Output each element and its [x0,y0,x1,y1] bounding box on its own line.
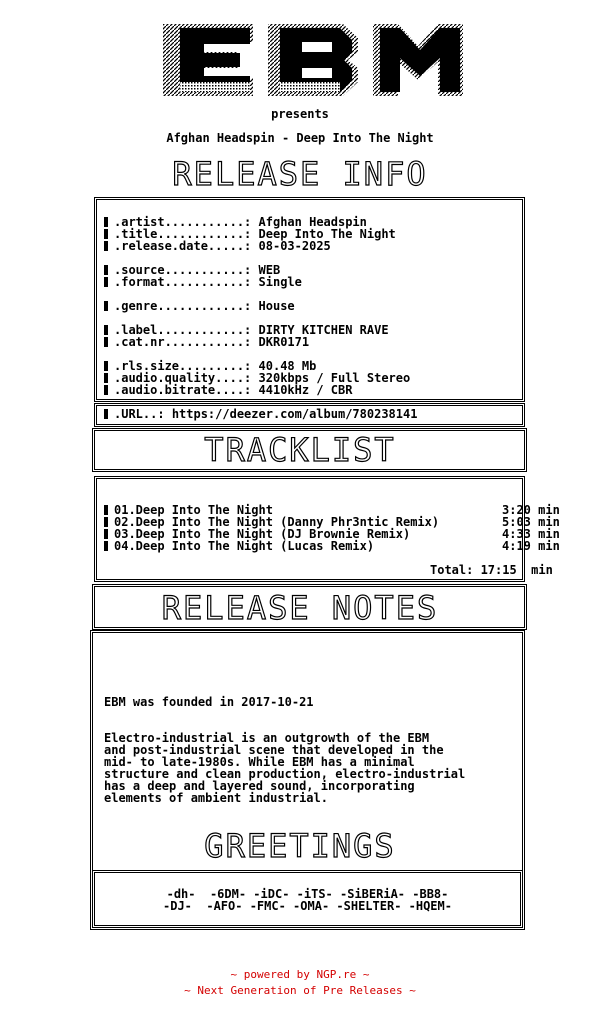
bullet-icon [104,517,108,527]
tracklist-total: Total: 17:15 min [430,563,553,577]
info-key: .audio.bitrate....: [114,383,252,397]
notes-line: elements of ambient industrial. [104,791,328,805]
track-time: 4:19 min [502,539,560,553]
track-title: 01.Deep Into The Night [114,503,273,517]
bullet-icon [104,265,108,275]
heading-tracklist: TRACKLIST [204,431,396,469]
notes-line: Electro-industrial is an outgrowth of the EBM [104,731,430,745]
bullet-icon [104,385,108,395]
heading-release-notes: RELEASE NOTES [161,589,439,627]
info-value: Single [258,275,302,289]
bullet-icon [104,361,108,371]
info-value: WEB [258,263,281,277]
bullet-icon [104,373,108,383]
info-key: .release.date.....: [114,239,252,253]
info-row [104,384,352,396]
notes-line: structure and clean production, electro-industrial [104,767,466,781]
footer-tagline: ~ Next Generation of Pre Releases ~ [184,984,416,997]
bullet-icon [104,277,108,287]
presents-text: presents [271,107,329,121]
info-key: .title............: [114,227,252,241]
heading-release-info: RELEASE INFO [172,155,428,193]
info-key: .rls.size.........: [114,359,252,373]
track-title: 03.Deep Into The Night (DJ Brownie Remix) [114,527,411,541]
track-time: 5:03 min [502,515,560,529]
info-row [104,276,302,288]
info-row [104,336,309,348]
info-row [104,240,331,252]
heading-greetings: GREETINGS [204,827,396,865]
info-value: 4410kHz / CBR [258,383,353,397]
footer-powered-by: ~ powered by NGP.re ~ [230,968,370,981]
info-key: .cat.nr...........: [114,335,252,349]
url-key: .URL..: [114,407,165,421]
bullet-icon [104,301,108,311]
info-key: .source...........: [114,263,252,277]
info-value: DKR0171 [258,335,310,349]
bullet-icon [104,325,108,335]
ebm-logo [158,22,468,100]
release-line: Afghan Headspin - Deep Into The Night [166,131,434,145]
info-key: .genre............: [114,299,252,313]
track-title: 02.Deep Into The Night (Danny Phr3ntic Remix) [114,515,440,529]
info-key: .audio.quality....: [114,371,252,385]
info-value: Afghan Headspin [258,215,367,229]
notes-line: and post-industrial scene that developed in the [104,743,444,757]
info-value: DIRTY KITCHEN RAVE [258,323,389,337]
track-title: 04.Deep Into The Night (Lucas Remix) [114,539,375,553]
notes-line: has a deep and layered sound, incorporating [104,779,415,793]
info-key: .label............: [114,323,252,337]
info-row [104,300,295,312]
track-time: 4:33 min [502,527,560,541]
info-value: 08-03-2025 [258,239,331,253]
info-value: 320kbps / Full Stereo [258,371,411,385]
url-link[interactable]: https://deezer.com/album/780238141 [171,407,418,421]
bullet-icon [104,241,108,251]
track-row [104,540,568,552]
bullet-icon [104,541,108,551]
info-key: .format...........: [114,275,252,289]
notes-line: mid- to late-1980s. While EBM has a minimal [104,755,415,769]
track-time: 3:20 min [502,503,560,517]
url-row [104,408,417,420]
notes-founded: EBM was founded in 2017-10-21 [104,695,314,709]
bullet-icon [104,229,108,239]
bullet-icon [104,505,108,515]
greetings-line: -DJ- -AFO- -FMC- -OMA- -SHELTER- -HQEM- [163,899,452,913]
greetings-line: -dh- -6DM- -iDC- -iTS- -SiBERiA- -BB8- [166,887,449,901]
info-value: 40.48 Mb [258,359,317,373]
info-value: House [258,299,295,313]
bullet-icon [104,529,108,539]
bullet-icon [104,217,108,227]
info-value: Deep Into The Night [258,227,396,241]
info-key: .artist...........: [114,215,252,229]
bullet-icon [104,337,108,347]
